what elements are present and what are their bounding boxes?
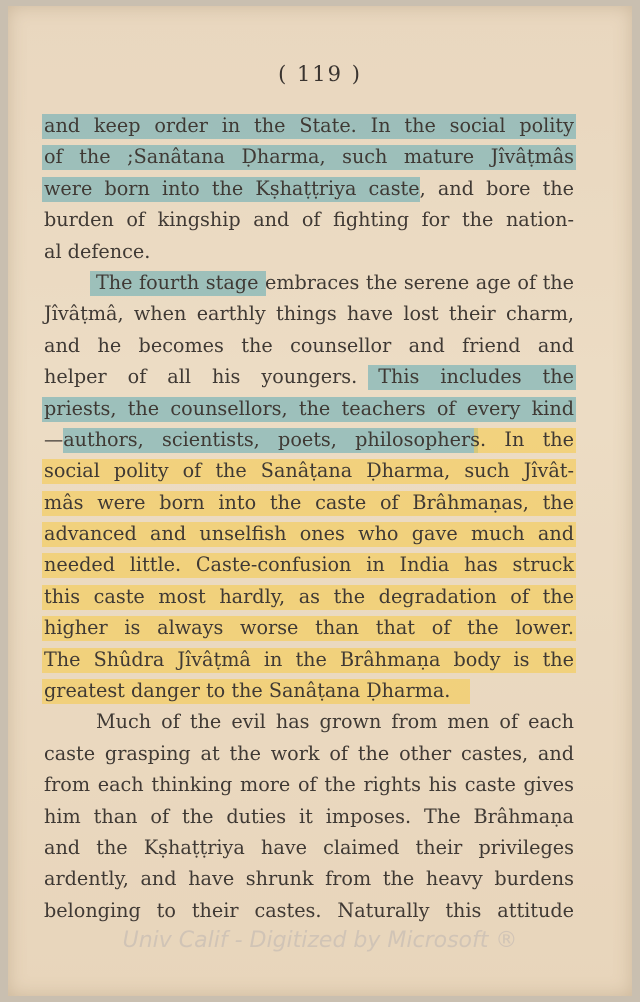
digitization-watermark: Univ Calif - Digitized by Microsoft ®	[122, 928, 518, 953]
text-line-content: al defence.	[44, 239, 151, 263]
text-line-content: were born into the Kṣhaṭṭriya caste, and bore the	[44, 176, 574, 200]
text-line	[44, 330, 574, 361]
text-line-content: The Shûdra Jîvâṭmâ in the Brâhmaṇa body is the	[44, 647, 574, 671]
text-line-content: this caste most hardly, as the degradation of the	[44, 584, 574, 608]
text-line-content: priests, the counsellors, the teachers of every kind	[44, 396, 574, 420]
text-line	[44, 298, 574, 329]
text-line	[44, 738, 574, 769]
body-text	[44, 110, 574, 926]
text-line	[44, 895, 574, 926]
text-line	[44, 204, 574, 235]
text-line-content: helper of all his youngers. This includes the	[44, 365, 574, 389]
page-number: ( 119 )	[278, 62, 362, 86]
text-line	[44, 455, 574, 486]
text-line	[44, 518, 574, 549]
text-line	[44, 769, 574, 800]
text-line	[44, 612, 574, 643]
text-line-content: caste grasping at the work of the other castes, and	[44, 741, 574, 765]
text-line	[44, 801, 574, 832]
text-line	[44, 361, 574, 392]
text-line	[44, 644, 574, 675]
text-line	[44, 832, 574, 863]
text-line-content: and he becomes the counsellor and friend and	[44, 333, 574, 357]
text-line-content: advanced and unselfish ones who gave much and	[44, 522, 574, 546]
text-line-content: mâs were born into the caste of Brâhmaṇas, the	[44, 490, 574, 514]
text-line-content: needed little. Caste-confusion in India has struck	[44, 553, 574, 577]
text-line	[44, 267, 574, 298]
text-line-content: social polity of the Sanâṭana Ḍharma, such Jîvât-	[44, 459, 574, 483]
text-line-content: The fourth stage embraces the serene age of the	[96, 270, 574, 294]
text-line	[44, 581, 574, 612]
text-line	[44, 706, 574, 737]
text-line-content: Much of the evil has grown from men of each	[96, 710, 574, 734]
text-line-content: of the ;Sanâtana Ḍharma, such mature Jîvâṭmâs	[44, 145, 574, 169]
text-line-content: him than of the duties it imposes. The Brâhmaṇa	[44, 804, 574, 828]
text-line-content: higher is always worse than that of the lower.	[44, 616, 574, 640]
text-line	[44, 110, 574, 141]
text-line	[44, 487, 574, 518]
text-line	[44, 393, 574, 424]
text-line-content: and keep order in the State. In the social polity	[44, 114, 574, 137]
text-line	[44, 549, 574, 580]
text-line-content: from each thinking more of the rights his caste gives	[44, 773, 574, 797]
text-line	[44, 424, 574, 455]
text-line-content: and the Kṣhaṭṭriya have claimed their privileges	[44, 835, 574, 859]
text-line	[44, 173, 574, 204]
text-line-content: ardently, and have shrunk from the heavy burdens	[44, 867, 574, 891]
text-line-content: —authors, scientists, poets, philosophers. In the	[44, 427, 574, 451]
text-line	[44, 863, 574, 894]
text-line-content: Jîvâṭmâ, when earthly things have lost their charm,	[44, 302, 574, 326]
text-line	[44, 675, 574, 706]
text-line-content: burden of kingship and of fighting for the nation-	[44, 208, 574, 232]
text-line-content: belonging to their castes. Naturally this attitude	[44, 898, 574, 922]
text-line	[44, 236, 574, 267]
text-line-content: greatest danger to the Sanâṭana Ḍharma.	[44, 679, 451, 703]
text-line	[44, 141, 574, 172]
